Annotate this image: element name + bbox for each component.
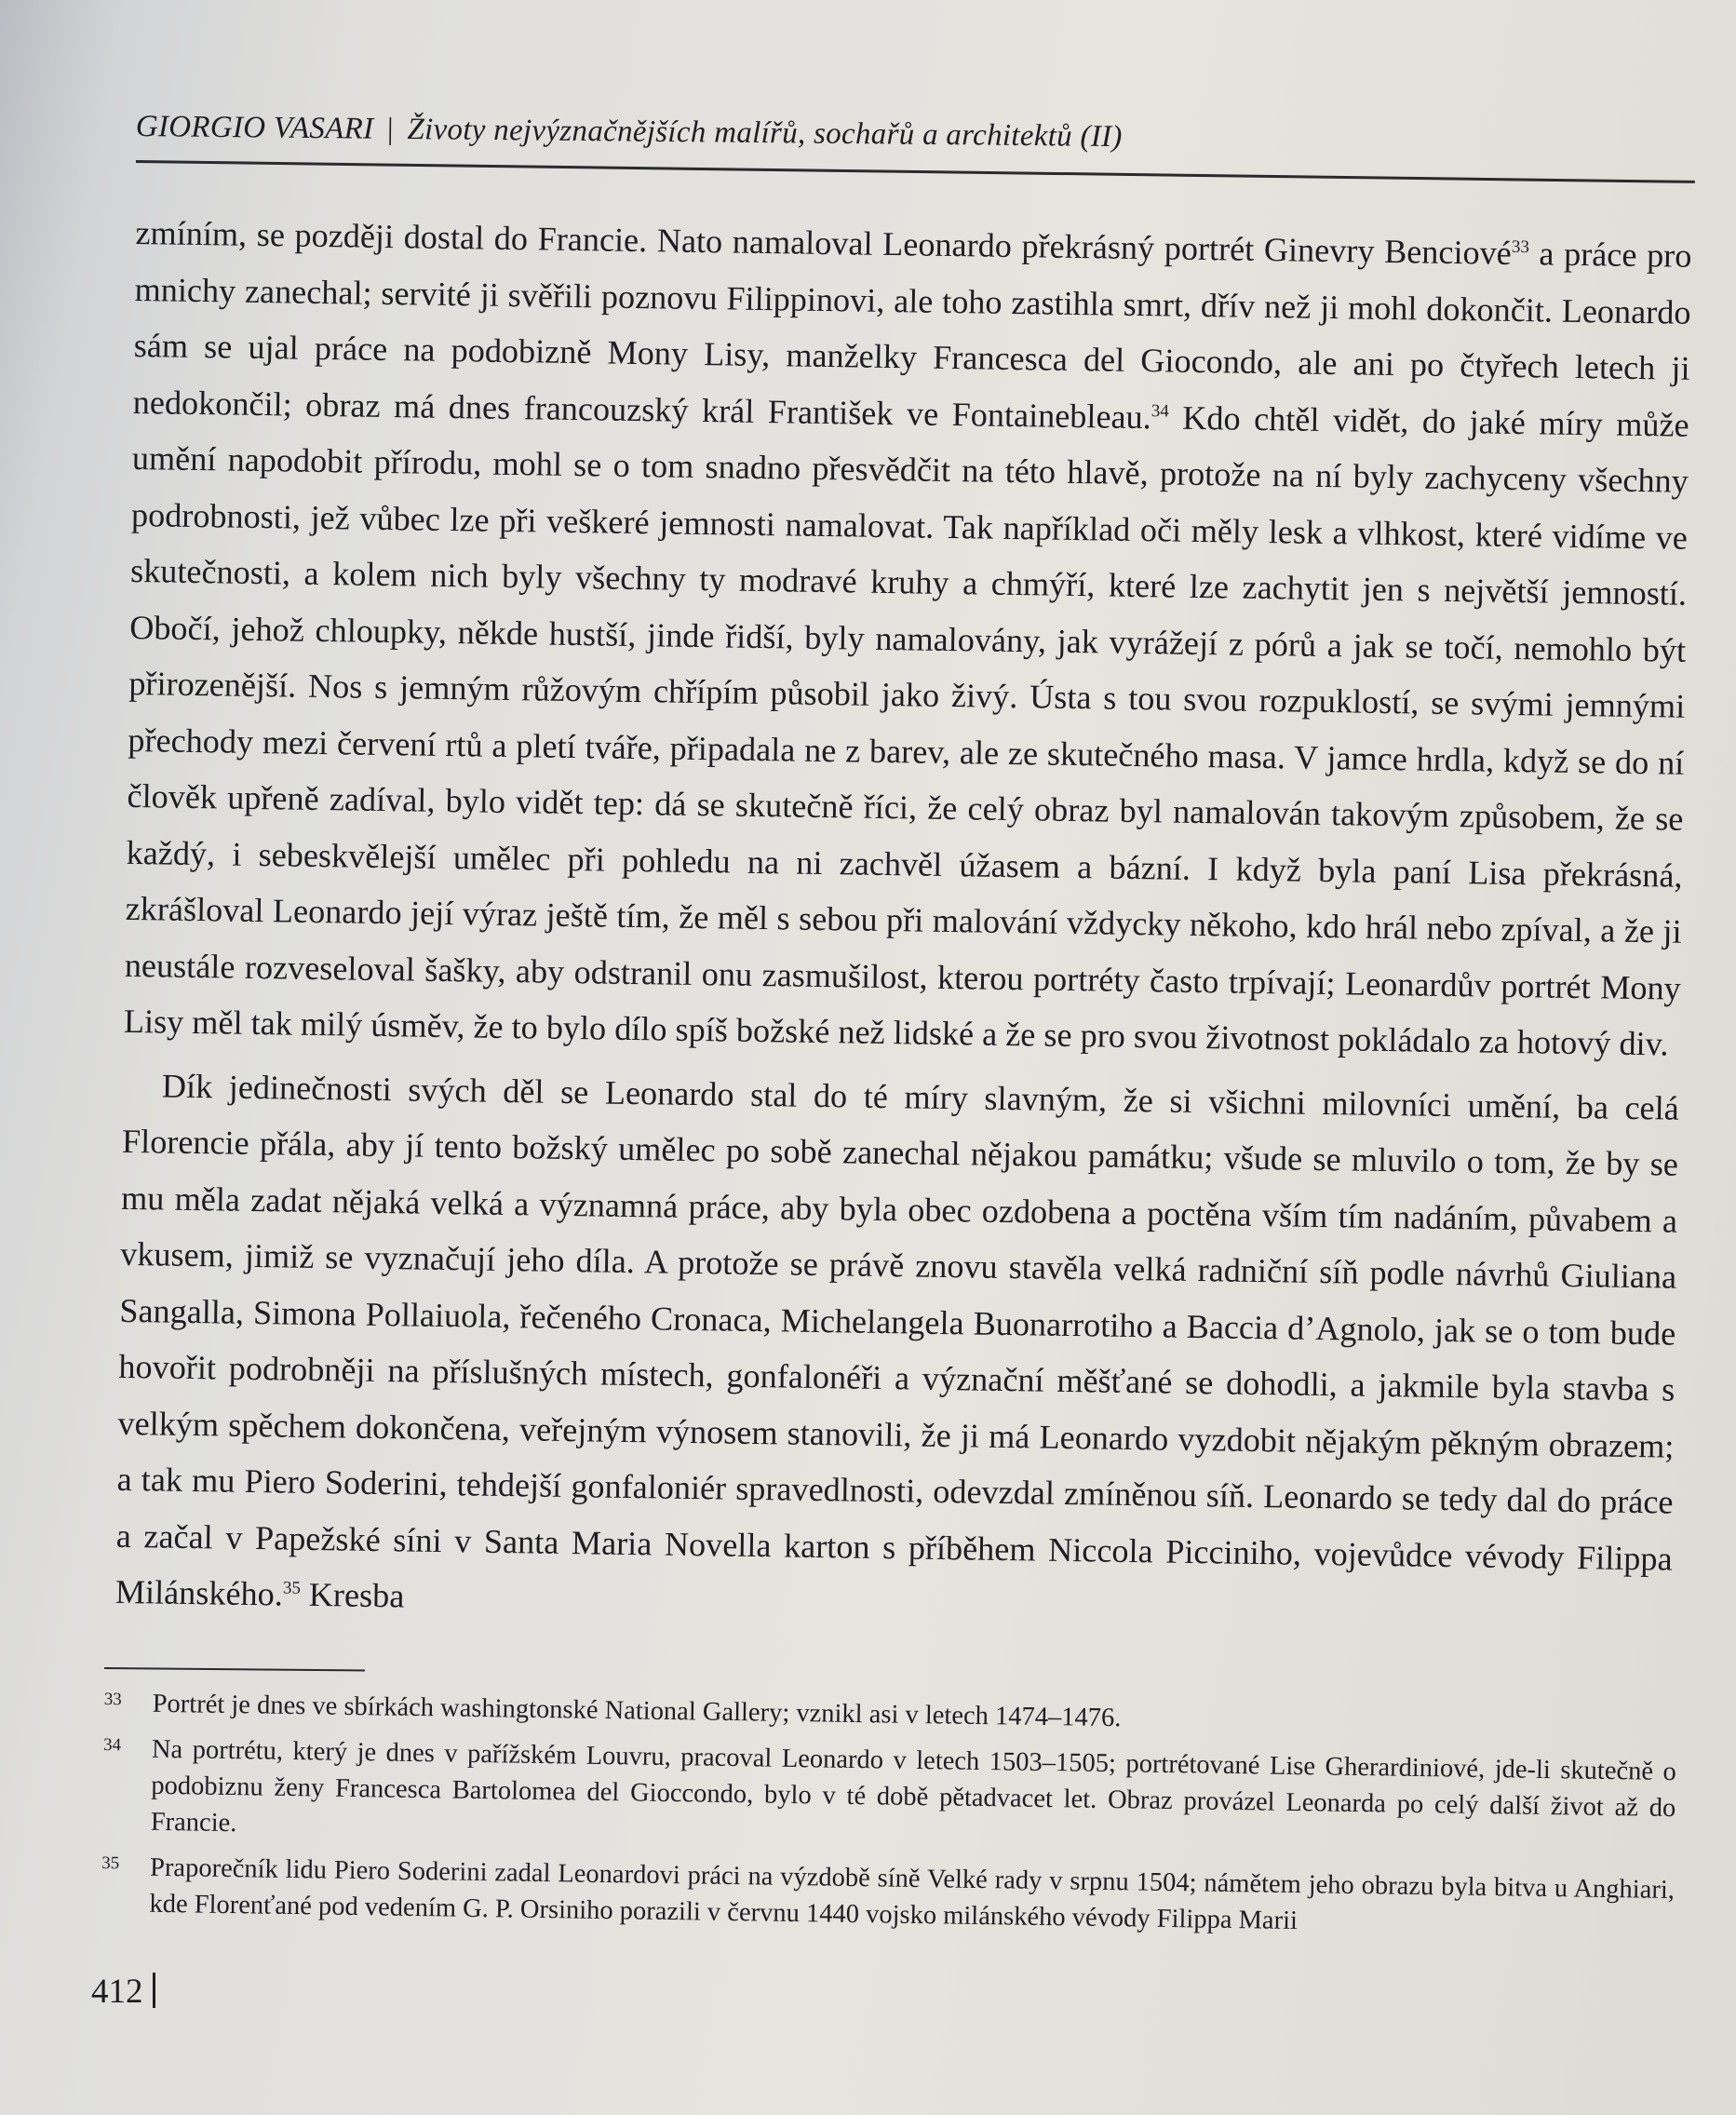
footnote-34 <box>102 1731 1677 1863</box>
page-number-value: 412 <box>91 1973 143 2011</box>
page-number <box>91 1972 155 2012</box>
footnote-number: 35 <box>101 1852 120 1874</box>
footnote-ref-35: 35 <box>282 1578 302 1598</box>
footnote-text: Praporečník lidu Piero Soderini zadal Leonardovi práci na výzdobě síně Velké rady v srpnu 1504; námětem jeho obrazu byla bitva u Anghiari, kde Florenťané pod vedením G. P. Orsiniho porazili v červnu 1440 vojsko milánského vévody Filippa Marii <box>149 1852 1675 1936</box>
paragraph-1-text-a: zmíním, se později dostal do Francie. Nato namaloval Leonardo překrásný portrét Ginevry Benciové <box>135 213 1513 272</box>
paragraph-2 <box>114 1057 1679 1643</box>
footnote-number: 33 <box>103 1689 122 1710</box>
footnote-text: Portrét je dnes ve sbírkách washingtonské National Gallery; vznikl asi v letech 1474–1476. <box>152 1689 1122 1733</box>
paragraph-1 <box>124 205 1692 1072</box>
footnotes <box>101 1685 1677 1954</box>
header-separator: | <box>386 112 395 146</box>
footnote-ref-34: 34 <box>1151 400 1170 421</box>
running-header <box>136 110 1700 161</box>
header-title: Životy nejvýznačnějších malířů, sochařů a architektů (II) <box>407 113 1123 155</box>
paragraph-2-text-b: Kresba <box>300 1575 405 1615</box>
paragraph-1-text-c: Kdo chtěl vidět, do jaké míry může umění napodobit přírodu, mohl se o tom snadno přesvědčit na této hlavě, protože na ní byly zachyceny všechny podrobnosti, jež vůbec lze při veškeré jemnosti namalovat. Tak například oči měly lesk a vlhkost, které vidíme ve skutečnosti, a kolem nich byly všechny ty modravé kruhy a chmýří, které lze zachytit jen s největší jemností. Obočí, jehož chloupky, někde hustší, jinde řidší, byly namalovány, jak vyrážejí z pórů a jak se točí, nemohlo být přirozenější. Nos s jemným růžovým chřípím působil jako živý. Ústa s tou svou rozpuklostí, se svými jemnými přechody mezi červení rtů a pletí tváře, připadala ne z barev, ale ze skutečného masa. V jamce hrdla, když se do ní člověk upřeně zadíval, bylo vidět tep: dá se skutečně říci, že celý obraz byl namalován takovým způsobem, že se každý, i sebeskvělejší umělec při pohledu na ni zachvěl úžasem a bázní. I když byla paní Lisa překrásná, zkrášloval Leonardo její výraz ještě tím, že měl s sebou při malování vždycky někoho, kdo hrál nebo zpíval, a že ji neustále rozveseloval šašky, aby odstranil onu zasmušilost, kterou portréty často trpívají; Leonardův portrét Mony Lisy měl tak milý úsměv, že to bylo dílo spíš božské než lidské a že se pro svou životnost pokládalo za hotový div. <box>123 397 1689 1063</box>
header-author: GIORGIO VASARI <box>135 110 374 146</box>
header-rule <box>136 160 1695 183</box>
paragraph-2-text-a: Dík jedinečnosti svých děl se Leonardo stal do té míry slavným, že si všichni milovníci umění, ba celá Florencie přála, aby jí tento božský umělec po sobě zanechal nějakou památku; všude se mluvilo o tom, že by se mu měla zadat nějaká velká a významná práce, aby byla obec ozdobena a poctěna vším tím nadáním, půvabem a vkusem, jimiž se vyznačují jeho díla. A protože se právě znovu stavěla velká radniční síň podle návrhů Giuliana Sangalla, Simona Pollaiuola, řečeného Cronaca, Michelangela Buonarrotiho a Baccia d’Agnolo, jak se o tom bude hovořit podrobněji na příslušných místech, gonfalonéři a význační měšťané se dohodli, a jakmile byla stavba s velkým spěchem dokončena, veřejným výnosem stanovili, že ji má Leonardo vyzdobit nějakým pěkným obrazem; a tak mu Piero Soderini, tehdejší gonfaloniér spravedlnosti, odevzdal zmíněnou síň. Leonardo se tedy dal do práce a začal v Papežské síni v Santa Maria Novella karton s příběhem Niccola Picciniho, vojevůdce vévody Filippa Milánského. <box>114 1067 1680 1613</box>
footnote-text: Na portrétu, který je dnes v pařížském Louvru, pracoval Leonardo v letech 1503–1505; portrétované Lise Gherardiniové, jde-li skutečně o podobiznu ženy Francesca Bartolomea del Gioccondo, bylo v té době pětadvacet let. Obraz provázel Leonarda po celý další život až do Francie. <box>150 1734 1677 1839</box>
page-number-bar <box>153 1973 155 2008</box>
footnote-35 <box>101 1849 1675 1945</box>
footnote-rule <box>104 1667 365 1671</box>
footnote-ref-33: 33 <box>1511 236 1530 258</box>
paragraph-1-text-b: a práce pro mnichy zanechal; servité ji svěřili poznovu Filippinovi, ale toho zastihla smrt, dřív než ji mohl dokončit. Leonardo sám se ujal práce na podobizně Mony Lisy, manželky Francesca del Giocondo, ale ani po čtyřech letech ji nedokončil; obraz má dnes francouzský král František ve Fontainebleau. <box>132 235 1692 436</box>
footnote-number: 34 <box>102 1734 122 1756</box>
main-text <box>114 205 1691 1643</box>
